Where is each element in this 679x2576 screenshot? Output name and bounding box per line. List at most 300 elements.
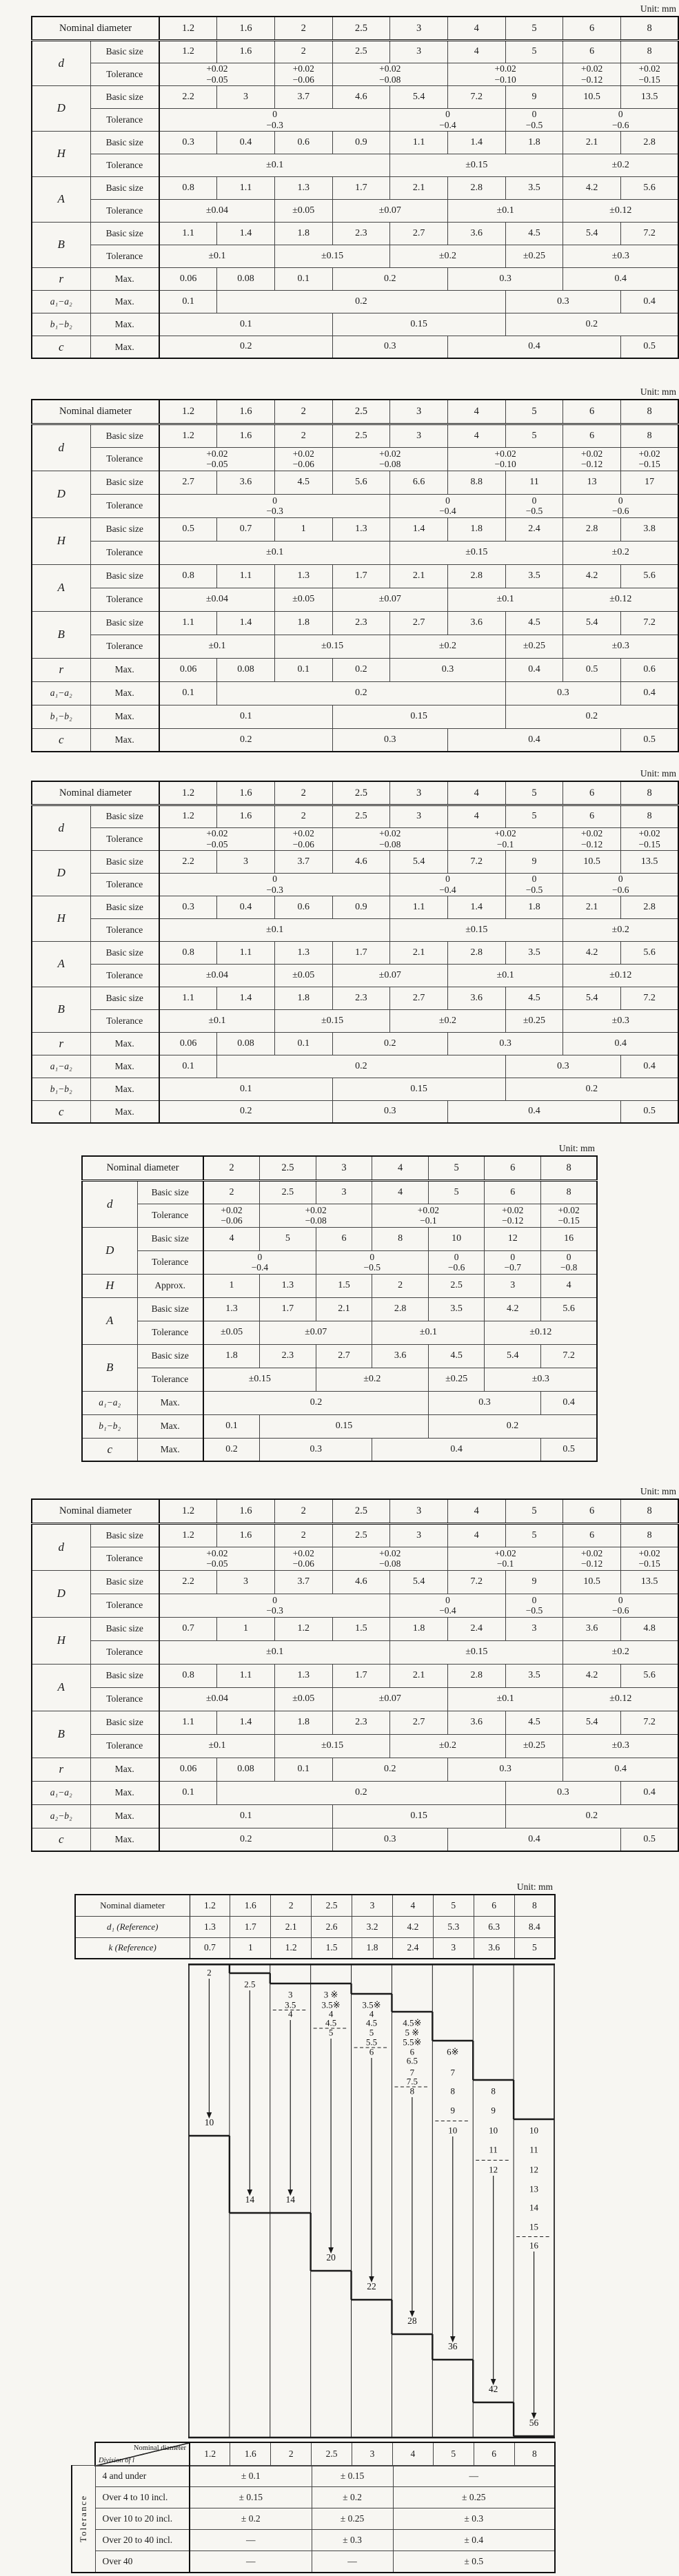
value-cell: 2.1	[316, 1297, 372, 1321]
value-cell: ±0.07	[260, 1321, 372, 1344]
value-cell: 2.8	[372, 1297, 429, 1321]
length-value-label: 2	[207, 1967, 212, 1978]
table-row	[32, 1828, 678, 1851]
row-sub-label: Tolerance	[90, 964, 159, 987]
value-cell: ±0.2	[316, 1368, 428, 1391]
row-sub-label: Tolerance	[90, 245, 159, 267]
value-cell: 6	[474, 1895, 514, 1916]
value-cell: +0.02 −0.06	[274, 827, 332, 850]
value-cell: 4.2	[563, 1664, 621, 1687]
value-cell: +0.02 −0.05	[159, 63, 274, 85]
unit-label: Unit: mm	[640, 3, 676, 14]
value-cell: 0 −0.3	[159, 108, 390, 131]
value-cell: 0 −0.8	[541, 1250, 598, 1274]
value-cell: 3.5	[505, 564, 563, 588]
diameter-column-header: 4	[447, 781, 505, 805]
value-cell: 2.3	[332, 1711, 390, 1734]
diameter-column-header: 6	[485, 1156, 541, 1180]
value-cell: 0.2	[203, 1391, 428, 1414]
value-cell: 3	[390, 1523, 448, 1547]
length-value-label: 4	[287, 2008, 293, 2019]
row-sub-label: Basic size	[137, 1227, 203, 1250]
length-value-label: 4.5	[325, 2017, 337, 2028]
value-cell: 1.7	[230, 1916, 271, 1937]
value-cell: 5.6	[541, 1297, 598, 1321]
value-cell: 1.4	[217, 1711, 275, 1734]
table-row	[72, 2530, 555, 2551]
diameter-header-cell: 2	[271, 2442, 312, 2466]
row-sub-label: Max.	[90, 681, 159, 705]
value-cell: 0.4	[563, 267, 678, 290]
row-group-letter: b₁−b₂	[82, 1414, 137, 1438]
value-cell: ±0.15	[390, 541, 563, 564]
row-sub-label: Basic size	[90, 176, 159, 199]
value-cell: 3.5	[505, 941, 563, 964]
row-group-letter: a₁−a₂	[32, 681, 90, 705]
table-row	[32, 728, 678, 752]
value-cell: 0.3	[390, 658, 505, 681]
value-cell: 0.5	[621, 1100, 679, 1123]
value-cell: 0.15	[260, 1414, 429, 1438]
value-cell: 1.5	[316, 1274, 372, 1297]
tolerance-value-cell: —	[190, 2530, 312, 2551]
value-cell: 0 −0.4	[203, 1250, 316, 1274]
value-cell: ±0.3	[563, 1734, 678, 1758]
row-group-letter: B	[82, 1344, 137, 1391]
diameter-header-cell: 1.6	[230, 2442, 271, 2466]
length-step-diagram	[0, 1964, 679, 2439]
value-cell: 1.1	[217, 941, 275, 964]
value-cell: 2.8	[447, 1664, 505, 1687]
value-cell: ±0.1	[447, 588, 563, 611]
value-cell: ±0.1	[159, 1640, 390, 1664]
value-cell: 0 −0.6	[563, 108, 678, 131]
value-cell: 0.2	[159, 1828, 332, 1851]
row-sub-label: Basic size	[90, 1523, 159, 1547]
table-row	[32, 108, 678, 131]
value-cell: +0.02 −0.10	[447, 447, 563, 471]
tolerance-value-cell: —	[190, 2551, 312, 2573]
table-row	[32, 896, 678, 918]
value-cell: ±0.12	[563, 1687, 678, 1711]
value-cell: ±0.2	[563, 1640, 678, 1664]
value-cell: 1.7	[332, 1664, 390, 1687]
table-row	[32, 1523, 678, 1547]
table-row	[82, 1344, 597, 1368]
value-cell: 2.8	[447, 564, 505, 588]
value-cell: 1.1	[159, 611, 217, 635]
value-cell: 6	[563, 424, 621, 447]
value-cell: 5.4	[563, 1711, 621, 1734]
length-value-label: 4.5	[365, 2017, 378, 2028]
value-cell: 3.6	[217, 471, 275, 494]
value-cell: 1.4	[447, 896, 505, 918]
value-cell: 0.7	[159, 1617, 217, 1640]
length-value-label: 7.5	[406, 2076, 418, 2087]
value-cell: 0.06	[159, 1758, 217, 1781]
value-cell: 2.7	[316, 1344, 372, 1368]
value-cell: 2	[271, 1895, 312, 1916]
table-row	[32, 611, 678, 635]
diameter-header-cell: 1.2	[190, 2442, 230, 2466]
value-cell: +0.02 −0.05	[159, 1547, 274, 1570]
value-cell: 2.4	[392, 1937, 433, 1959]
value-cell: ±0.3	[563, 635, 678, 658]
value-cell: 1.1	[159, 222, 217, 245]
value-cell: 0.1	[159, 1781, 217, 1804]
diameter-column-header: 4	[372, 1156, 429, 1180]
max-length-label: 14	[245, 2194, 255, 2205]
value-cell: 2.8	[447, 941, 505, 964]
value-cell: 1.1	[390, 131, 448, 154]
value-cell: 0.1	[274, 1032, 332, 1055]
value-cell: 0 −0.6	[563, 494, 678, 517]
table-3-block	[31, 768, 678, 1124]
value-cell: 0.1	[274, 1758, 332, 1781]
value-cell: 6	[563, 1523, 621, 1547]
table-row	[32, 1781, 678, 1804]
table-row	[32, 267, 678, 290]
value-cell: 2	[274, 1523, 332, 1547]
value-cell: 0.06	[159, 658, 217, 681]
table-row	[32, 1734, 678, 1758]
value-cell: 0 −0.4	[390, 1594, 505, 1617]
row-group-letter: D	[32, 471, 90, 517]
value-cell: +0.02 −0.15	[541, 1204, 598, 1227]
tolerance-value-cell: ± 0.25	[393, 2487, 555, 2508]
value-cell: 5	[505, 40, 563, 63]
value-cell: 0.1	[274, 658, 332, 681]
value-cell: 3	[390, 40, 448, 63]
row-sub-label: Tolerance	[90, 154, 159, 176]
length-value-label: 11	[529, 2144, 538, 2155]
value-cell: ±0.1	[447, 199, 563, 222]
value-cell: 0.1	[159, 1078, 332, 1100]
value-cell: 1	[230, 1937, 271, 1959]
table-row	[32, 964, 678, 987]
value-cell: 5	[505, 424, 563, 447]
table-row	[32, 1570, 678, 1594]
header-row	[32, 400, 678, 424]
value-cell: 0.2	[217, 1055, 505, 1078]
value-cell: ±0.25	[505, 1734, 563, 1758]
value-cell: 1	[217, 1617, 275, 1640]
value-cell: 6	[563, 805, 621, 827]
max-length-label: 14	[285, 2194, 295, 2205]
row-sub-label: Max.	[90, 336, 159, 358]
value-cell: 13.5	[621, 85, 679, 108]
length-value-label: 7	[450, 2067, 456, 2078]
row-sub-label: Tolerance	[90, 541, 159, 564]
value-cell: 11	[505, 471, 563, 494]
value-cell: 2.8	[563, 517, 621, 541]
value-cell: 8.8	[447, 471, 505, 494]
table-row	[32, 1594, 678, 1617]
value-cell: 0.4	[505, 658, 563, 681]
length-value-label: 7	[409, 2067, 415, 2078]
row-group-letter: A	[32, 941, 90, 987]
reference-table	[74, 1894, 556, 1959]
diameter-column-header: 8	[541, 1156, 598, 1180]
value-cell: 0.5	[541, 1438, 598, 1461]
value-cell: ±0.04	[159, 199, 274, 222]
row-group-letter: A	[32, 564, 90, 611]
value-cell: 0.2	[332, 658, 390, 681]
value-cell: +0.02 −0.15	[621, 1547, 679, 1570]
tolerance-table-host	[71, 2465, 556, 2573]
value-cell: 0.6	[274, 896, 332, 918]
table-row	[32, 681, 678, 705]
value-cell: 0.15	[332, 1078, 505, 1100]
value-cell: 4	[372, 1180, 429, 1204]
value-cell: +0.02 −0.08	[332, 447, 447, 471]
value-cell: 9	[505, 850, 563, 873]
value-cell: ±0.25	[428, 1368, 485, 1391]
table-row	[75, 1937, 555, 1959]
corner-bottom-label: Division of l	[99, 2456, 134, 2464]
value-cell: 0.1	[203, 1414, 260, 1438]
value-cell: 0.4	[217, 896, 275, 918]
value-cell: 1.4	[217, 987, 275, 1009]
dimension-table-4	[81, 1155, 598, 1462]
value-cell: 2	[372, 1274, 429, 1297]
value-cell: +0.02 −0.15	[621, 447, 679, 471]
table-row	[32, 290, 678, 313]
diameter-column-header: 4	[447, 17, 505, 40]
table-2-block	[31, 387, 678, 752]
row-group-letter: H	[32, 131, 90, 176]
row-sub-label: Basic size	[90, 471, 159, 494]
value-cell: 3	[433, 1937, 474, 1959]
value-cell: 0.8	[159, 1664, 217, 1687]
tolerance-header-table	[94, 2442, 556, 2466]
diameter-column-header: 2.5	[332, 781, 390, 805]
value-cell: 0.1	[274, 267, 332, 290]
value-cell: 0.2	[217, 290, 505, 313]
value-cell: +0.02 −0.1	[447, 1547, 563, 1570]
value-cell: 5	[260, 1227, 316, 1250]
row-group-letter: c	[82, 1438, 137, 1461]
row-group-letter: B	[32, 987, 90, 1032]
value-cell: 0.4	[541, 1391, 598, 1414]
value-cell: 7.2	[447, 1570, 505, 1594]
diameter-header-cell: 6	[474, 2442, 514, 2466]
dimension-table-1-host	[31, 16, 678, 359]
value-cell: 5.4	[563, 611, 621, 635]
max-length-label: 22	[367, 2281, 376, 2291]
value-cell: +0.02 −0.15	[621, 63, 679, 85]
value-cell: ±0.15	[203, 1368, 316, 1391]
value-cell: 0.15	[332, 1804, 505, 1828]
row-sub-label: Tolerance	[90, 1640, 159, 1664]
row-sub-label: Basic size	[90, 1711, 159, 1734]
value-cell: +0.02 −0.08	[332, 1547, 447, 1570]
value-cell: +0.02 −0.12	[563, 827, 621, 850]
diameter-column-header: 2	[274, 781, 332, 805]
diameter-column-header: 1.6	[217, 781, 275, 805]
row-sub-label: Max.	[90, 1055, 159, 1078]
row-sub-label: Max.	[90, 658, 159, 681]
diameter-column-header: 5	[505, 400, 563, 424]
row-sub-label: Tolerance	[90, 199, 159, 222]
row-sub-label: Max.	[90, 728, 159, 752]
max-length-label: 28	[407, 2316, 417, 2326]
value-cell: +0.02 −0.06	[274, 63, 332, 85]
length-value-label: 8	[409, 2085, 415, 2096]
value-cell: 0.5	[563, 658, 621, 681]
unit-label: Unit: mm	[640, 1486, 676, 1496]
nominal-diameter-label: Nominal diameter	[32, 17, 159, 40]
row-group-letter: d	[32, 424, 90, 471]
value-cell: 0 −0.7	[485, 1250, 541, 1274]
value-cell: 1.3	[274, 176, 332, 199]
length-division-label: 4 and under	[95, 2466, 190, 2487]
value-cell: 3.5	[428, 1297, 485, 1321]
length-value-label: 3.5	[285, 1999, 296, 2010]
value-cell: 0.4	[621, 290, 679, 313]
table-row	[75, 1916, 555, 1937]
value-cell: 0.4	[621, 681, 679, 705]
row-group-letter: d	[32, 40, 90, 85]
row-group-letter: a₂−b₂	[32, 1804, 90, 1828]
value-cell: 0.3	[505, 1781, 620, 1804]
value-cell: 2.8	[621, 131, 679, 154]
value-cell: 5.6	[621, 1664, 679, 1687]
diameter-column-header: 3	[390, 781, 448, 805]
row-sub-label: Tolerance	[90, 1547, 159, 1570]
value-cell: ±0.1	[159, 1009, 274, 1032]
value-cell: 2.3	[332, 611, 390, 635]
row-group-letter: r	[32, 658, 90, 681]
value-cell: 1.1	[159, 1711, 217, 1734]
value-cell: 8	[541, 1180, 598, 1204]
unit-label: Unit: mm	[640, 387, 676, 397]
tolerance-value-cell: ± 0.25	[312, 2508, 393, 2530]
value-cell: 3.6	[447, 222, 505, 245]
value-cell: 4.8	[621, 1617, 679, 1640]
row-group-letter: d	[32, 805, 90, 850]
row-sub-label: Max.	[90, 1804, 159, 1828]
value-cell: 3.5	[505, 176, 563, 199]
table-row	[82, 1227, 597, 1250]
table-row	[72, 2508, 555, 2530]
value-cell: +0.02 −0.06	[274, 447, 332, 471]
reference-table-host	[74, 1894, 554, 1959]
value-cell: 0.2	[332, 1758, 447, 1781]
diameter-column-header: 3	[316, 1156, 372, 1180]
value-cell: 1.8	[505, 131, 563, 154]
diameter-column-header: 2.5	[332, 17, 390, 40]
value-cell: 4.6	[332, 850, 390, 873]
diameter-header-cell: 4	[392, 2442, 433, 2466]
value-cell: 0.1	[159, 1804, 332, 1828]
row-sub-label: Basic size	[90, 517, 159, 541]
value-cell: ±0.2	[390, 1734, 505, 1758]
value-cell: 0.8	[159, 941, 217, 964]
value-cell: 0 −0.4	[390, 108, 505, 131]
table-row	[32, 1687, 678, 1711]
value-cell: 0 −0.6	[563, 1594, 678, 1617]
value-cell: 5.4	[563, 222, 621, 245]
value-cell: 0 −0.6	[428, 1250, 485, 1274]
value-cell: 3	[505, 1617, 563, 1640]
value-cell: ±0.05	[274, 588, 332, 611]
value-cell: ±0.1	[159, 635, 274, 658]
length-value-label: 3 ※	[323, 1989, 338, 2000]
value-cell: 1.2	[271, 1937, 312, 1959]
row-group-letter: r	[32, 267, 90, 290]
table-row	[32, 517, 678, 541]
table-row	[32, 471, 678, 494]
unit-label: Unit: mm	[640, 768, 676, 779]
dimension-table-3	[31, 781, 679, 1124]
value-cell: 0.2	[505, 1078, 678, 1100]
row-sub-label: Max.	[90, 267, 159, 290]
value-cell: ±0.1	[159, 541, 390, 564]
dimension-table-5	[31, 1498, 679, 1852]
length-value-label: 8	[450, 2085, 456, 2096]
value-cell: 0.4	[621, 1055, 679, 1078]
table-row	[32, 564, 678, 588]
value-cell: 5.4	[390, 1570, 448, 1594]
value-cell: 3.8	[621, 517, 679, 541]
row-group-letter: H	[32, 896, 90, 941]
header-row	[82, 1156, 597, 1180]
value-cell: 3.7	[274, 85, 332, 108]
value-cell: 2.1	[390, 941, 448, 964]
table-row	[32, 1664, 678, 1687]
row-sub-label: Basic size	[137, 1344, 203, 1368]
value-cell: 16	[541, 1227, 598, 1250]
length-value-label: 9	[491, 2105, 496, 2116]
value-cell: 4.6	[332, 85, 390, 108]
value-cell: 1.1	[159, 987, 217, 1009]
value-cell: 0.5	[621, 1828, 679, 1851]
table-row	[32, 1078, 678, 1100]
table-row	[72, 2466, 555, 2487]
row-sub-label: Tolerance	[90, 1594, 159, 1617]
value-cell: 6	[563, 40, 621, 63]
value-cell: +0.02 −0.05	[159, 447, 274, 471]
value-cell: ±0.1	[159, 245, 274, 267]
table-row	[32, 850, 678, 873]
row-sub-label: Approx.	[137, 1274, 203, 1297]
tolerance-value-cell: —	[312, 2551, 393, 2573]
table-row	[32, 176, 678, 199]
value-cell: 3	[352, 1895, 393, 1916]
value-cell: 3	[217, 85, 275, 108]
table-row	[82, 1438, 597, 1461]
value-cell: 3	[485, 1274, 541, 1297]
value-cell: ±0.1	[159, 1734, 274, 1758]
value-cell: ±0.1	[372, 1321, 485, 1344]
row-group-letter: A	[82, 1297, 137, 1344]
table-row	[32, 1032, 678, 1055]
value-cell: +0.02 −0.12	[485, 1204, 541, 1227]
table-row	[32, 40, 678, 63]
table-row	[72, 2551, 555, 2573]
length-division-label: Over 40	[95, 2551, 190, 2573]
value-cell: 0.2	[332, 1032, 447, 1055]
value-cell: 1	[274, 517, 332, 541]
value-cell: ±0.2	[563, 541, 678, 564]
value-cell: 2.3	[332, 222, 390, 245]
corner-top-label: Nominal diameter	[133, 2444, 186, 2452]
table-row	[32, 918, 678, 941]
value-cell: 0.3	[159, 896, 217, 918]
value-cell: +0.02 −0.12	[563, 1547, 621, 1570]
row-sub-label: Max.	[90, 705, 159, 728]
